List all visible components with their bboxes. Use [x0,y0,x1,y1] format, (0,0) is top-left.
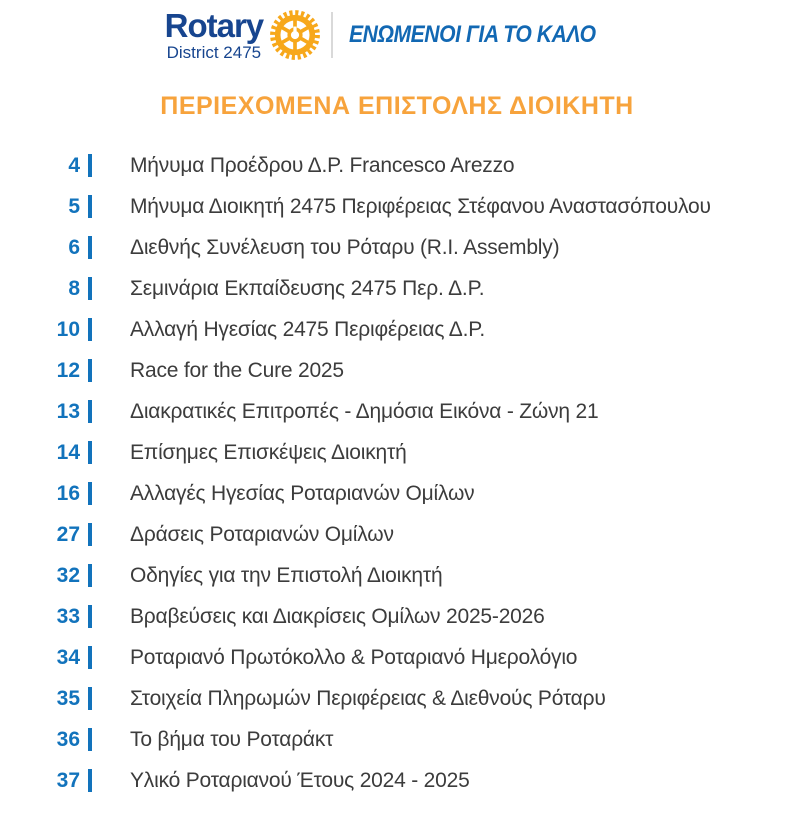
page-separator-bar [88,728,92,751]
rotary-logo-text [165,9,264,61]
toc-page-number: 37 [56,768,80,792]
table-of-contents [0,145,794,801]
toc-page-number: 35 [56,686,80,710]
page-separator-bar [88,359,92,382]
toc-page-number: 5 [68,194,80,218]
toc-page-number: 33 [56,604,80,628]
toc-entry[interactable] [0,186,794,227]
page-separator-bar [88,400,92,423]
toc-entry-title: Στοιχεία Πληρωμών Περιφέρειας & Διεθνούς Ρόταρυ [130,686,606,710]
page-separator-bar [88,318,92,341]
rotary-logo [165,9,322,61]
toc-page-number: 14 [56,440,80,464]
header [0,0,794,64]
toc-entry[interactable] [0,514,794,555]
toc-entry-title: Διεθνής Συνέλευση του Ρόταρυ (R.I. Assembly) [130,235,560,259]
toc-entry-title: Αλλαγές Ηγεσίας Ροταριανών Ομίλων [130,481,475,505]
page-title: ΠΕΡΙΕΧΟΜΕΝΑ ΕΠΙΣΤΟΛΗΣ ΔΙΟΙΚΗΤΗ [160,92,634,120]
toc-entry-title: Επίσημες Επισκέψεις Διοικητή [130,440,407,464]
page-separator-bar [88,769,92,792]
slogan-text: ΕΝΩΜΕΝΟΙ ΓΙΑ ΤΟ ΚΑΛΟ [349,21,596,48]
page-separator-bar [88,646,92,669]
page-separator-bar [88,564,92,587]
toc-page-number: 4 [68,153,80,177]
page-separator-bar [88,236,92,259]
toc-entry[interactable] [0,350,794,391]
toc-entry-title: Μήνυμα Διοικητή 2475 Περιφέρειας Στέφανου Αναστασόπουλου [130,194,711,218]
toc-entry[interactable] [0,309,794,350]
toc-entry[interactable] [0,678,794,719]
page-separator-bar [88,195,92,218]
toc-entry-title: Μήνυμα Προέδρου Δ.Ρ. Francesco Arezzo [130,153,515,177]
toc-page-number: 13 [56,399,80,423]
rotary-brand-wordmark: Rotary [164,7,264,44]
toc-entry[interactable] [0,391,794,432]
toc-entry[interactable] [0,145,794,186]
rotary-wheel-icon [269,9,321,61]
toc-entry[interactable] [0,227,794,268]
district-label: District 2475 [166,43,262,62]
toc-page-number: 10 [56,317,80,341]
page-separator-bar [88,605,92,628]
toc-page-number: 12 [56,358,80,382]
toc-entry[interactable] [0,760,794,801]
toc-entry-title: Υλικό Ροταριανού Έτους 2024 - 2025 [130,768,470,792]
toc-entry[interactable] [0,596,794,637]
page-separator-bar [88,154,92,177]
toc-page-number: 27 [56,522,80,546]
toc-page-number: 6 [68,235,80,259]
page-separator-bar [88,441,92,464]
toc-entry[interactable] [0,555,794,596]
page-separator-bar [88,482,92,505]
page-separator-bar [88,687,92,710]
toc-page-number: 36 [56,727,80,751]
toc-entry-title: Ροταριανό Πρωτόκολλο & Ροταριανό Ημερολόγιο [130,645,578,669]
toc-entry[interactable] [0,719,794,760]
toc-entry-title: Race for the Cure 2025 [130,358,344,382]
toc-entry-title: Δράσεις Ροταριανών Ομίλων [130,522,394,546]
toc-entry-title: Το βήμα του Ροταράκτ [130,727,334,751]
toc-entry-title: Σεμινάρια Εκπαίδευσης 2475 Περ. Δ.Ρ. [130,276,485,300]
toc-entry-title: Βραβεύσεις και Διακρίσεις Ομίλων 2025-2026 [130,604,545,628]
toc-entry[interactable] [0,268,794,309]
page-separator-bar [88,523,92,546]
header-divider [331,12,333,58]
toc-page-number: 16 [56,481,80,505]
toc-entry[interactable] [0,637,794,678]
toc-entry-title: Οδηγίες για την Επιστολή Διοικητή [130,563,443,587]
toc-entry[interactable] [0,473,794,514]
toc-entry[interactable] [0,432,794,473]
page-separator-bar [88,277,92,300]
toc-page-number: 8 [68,276,80,300]
toc-page-number: 34 [56,645,80,669]
toc-page-number: 32 [56,563,80,587]
toc-entry-title: Διακρατικές Επιτροπές - Δημόσια Εικόνα - Ζώνη 21 [130,399,599,423]
toc-entry-title: Αλλαγή Ηγεσίας 2475 Περιφέρειας Δ.Ρ. [130,317,485,341]
